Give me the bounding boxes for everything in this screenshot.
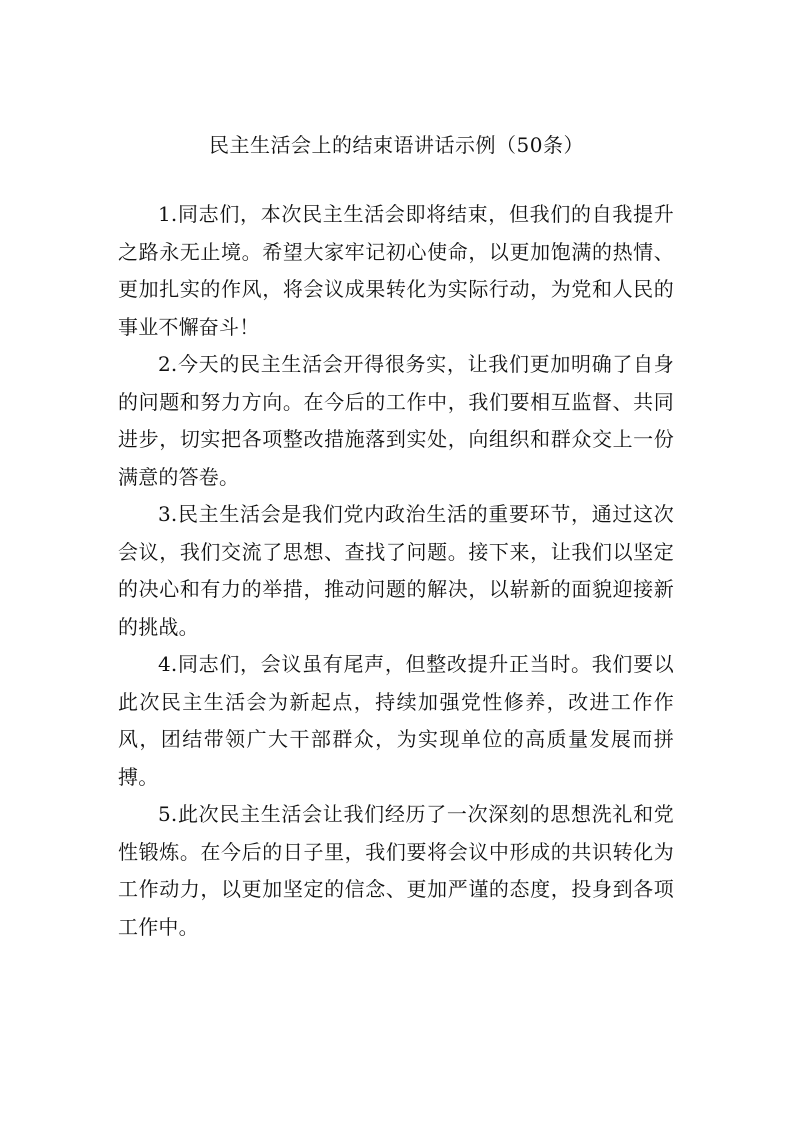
paragraph-4: 4.同志们，会议虽有尾声，但整改提升正当时。我们要以此次民主生活会为新起点，持续加强党性修养，改进工作作风，团结带领广大干部群众，为实现单位的高质量发展而拼搏。 <box>118 652 674 789</box>
paragraph-1: 1.同志们，本次民主生活会即将结束，但我们的自我提升之路永无止境。希望大家牢记初心使命，以更加饱满的热情、更加扎实的作风，将会议成果转化为实际行动，为党和人民的事业不懈奋斗！ <box>118 202 674 339</box>
document-body <box>118 196 674 946</box>
paragraph-5: 5.此次民主生活会让我们经历了一次深刻的思想洗礼和党性锻炼。在今后的日子里，我们要将会议中形成的共识转化为工作动力，以更加坚定的信念、更加严谨的态度，投身到各项工作中。 <box>118 802 674 939</box>
document-title: 民主生活会上的结束语讲话示例（50条） <box>209 133 584 157</box>
paragraph-2: 2.今天的民主生活会开得很务实，让我们更加明确了自身的问题和努力方向。在今后的工作中，我们要相互监督、共同进步，切实把各项整改措施落到实处，向组织和群众交上一份满意的答卷。 <box>118 352 674 489</box>
paragraph-3: 3.民主生活会是我们党内政治生活的重要环节，通过这次会议，我们交流了思想、查找了问题。接下来，让我们以坚定的决心和有力的举措，推动问题的解决，以崭新的面貌迎接新的挑战。 <box>118 502 674 639</box>
